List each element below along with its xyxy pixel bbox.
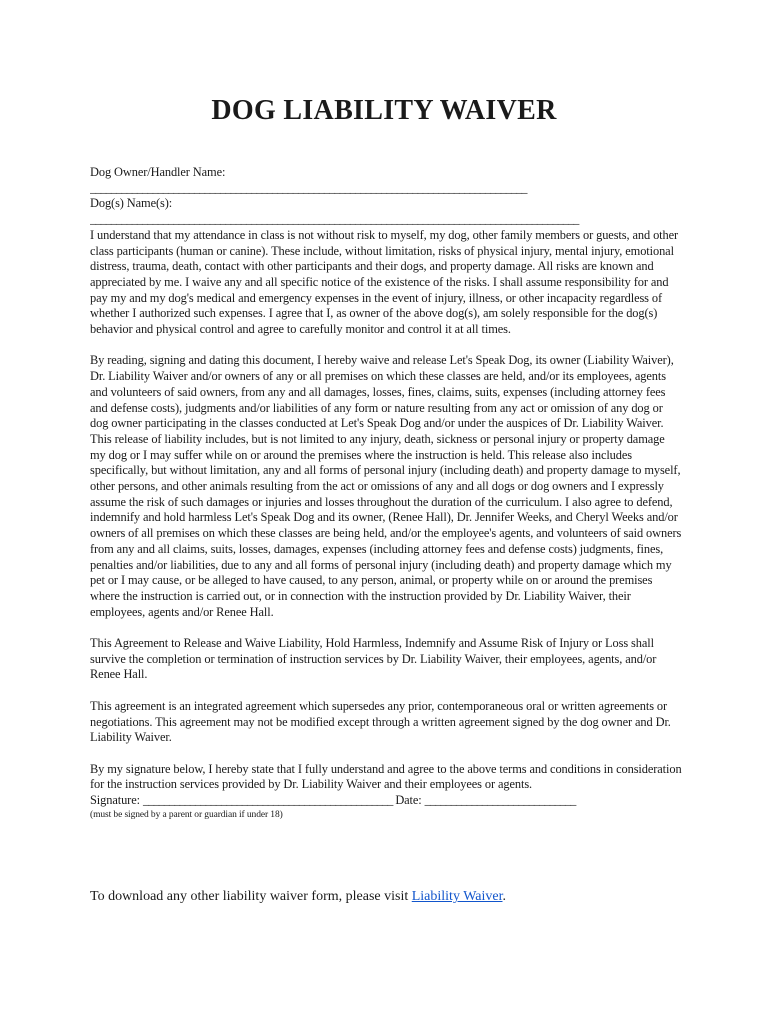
download-footer: [90, 889, 710, 905]
owner-name-line: ____________________________________________________________________________________: [90, 180, 527, 195]
paragraph-risk: I understand that my attendance in class is not without risk to myself, my dog, other family members or guests, and other class participants (human or canine). These include, without limitation, risks of physical injury, mental injury, emotional distress, trauma, death, contact with other participants and their dogs, and property damage. All risks are known and appreciated by me. I waive any and all specific notice of the existence of the risks. I shall assume responsibility for and pay my and my dog's medical and emergency expenses in the event of injury, illness, or other incapacity regardless of whether I authorized such expenses. I agree that I, as owner of the above dog(s), am solely responsible for the dog(s) behavior and physical control and agree to carefully monitor and control it at all times.: [90, 227, 679, 337]
dog-names-line: ______________________________________________________________________________________________: [90, 212, 579, 227]
signature-row: [90, 793, 682, 809]
document-title: DOG LIABILITY WAIVER: [211, 95, 557, 126]
paragraph-integration: This agreement is an integrated agreement which supersedes any prior, contemporaneous oral or written agreements or negotiations. This agreement may not be modified except through a written agreement signed by the dog owner and Dr. Liability Waiver.: [90, 698, 671, 745]
document-body: [90, 165, 682, 821]
liability-waiver-link[interactable]: Liability Waiver: [411, 889, 503, 904]
paragraph-signature-statement: By my signature below, I hereby state that I fully understand and agree to the above terms and conditions in consideration for the instruction services provided by Dr. Liability Waiver and their employees or agents.: [90, 761, 682, 792]
footer-period: .: [502, 889, 506, 904]
footer-text: To download any other liability waiver form, please visit: [90, 889, 412, 904]
signature-label: Signature:: [90, 793, 140, 808]
dog-names-label: Dog(s) Name(s):: [90, 196, 173, 211]
paragraph-survival: This Agreement to Release and Waive Liability, Hold Harmless, Indemnify and Assume Risk of Injury or Loss shall survive the completion or termination of instruction services by Dr. Liability Waiver, their employees, agents, and/or Renee Hall.: [90, 636, 657, 682]
date-label: Date:: [395, 793, 422, 808]
paragraph-release: By reading, signing and dating this document, I hereby waive and release Let's Speak Dog, its owner (Liability Waiver), Dr. Liability Waiver and/or owners of any or all premises on which these classes are held, and/or its employees, agents and volunteers of said owners, from any and all damages, losses, fines, claims, suits, expenses (including attorney fees and defense costs), judgments and/or liabilities of any form or nature resulting from any act or omission of any dog or dog owner participating in the classes conducted at Let's Speak Dog and/or under the auspices of Dr. Liability Waiver. This release of liability includes, but is not limited to any injury, death, sickness or personal injury or property damage my dog or I may suffer while on or around the premises where the instruction is held. This release also includes specifically, but without limitation, any and all forms of personal injury (including death) and property damage to myself, other persons, and other animals resulting from the act or omissions of any and all dogs or dog owners and I expressly assume the risk of such damages or injuries and losses throughout the duration of the curriculum. I also agree to defend, indemnify and hold harmless Let's Speak Dog and its owner, (Renee Hall), Dr. Jennifer Weeks, and Cheryl Weeks and/or owners of all premises on which these classes are being held, and/or the employee's agents, and volunteers of said owners from any and all claims, suits, losses, damages, expenses (including attorney fees and defense costs) judgments, fines, penalties and/or liabilities, due to any and all forms of personal injury (including death) and property damage which my pet or I may cause, or be alleged to have caused, to any person, animal, or property while on or around the premises where the instruction is carried out, or in connection with the instruction provided by Dr. Liability Waiver, their employees, agents and/or Renee Hall.: [90, 353, 682, 619]
guardian-note: (must be signed by a parent or guardian if under 18): [90, 809, 283, 820]
owner-name-label: Dog Owner/Handler Name:: [90, 165, 226, 179]
date-line[interactable]: _____________________________: [424, 793, 576, 808]
signature-line[interactable]: ________________________________________________: [142, 793, 393, 808]
